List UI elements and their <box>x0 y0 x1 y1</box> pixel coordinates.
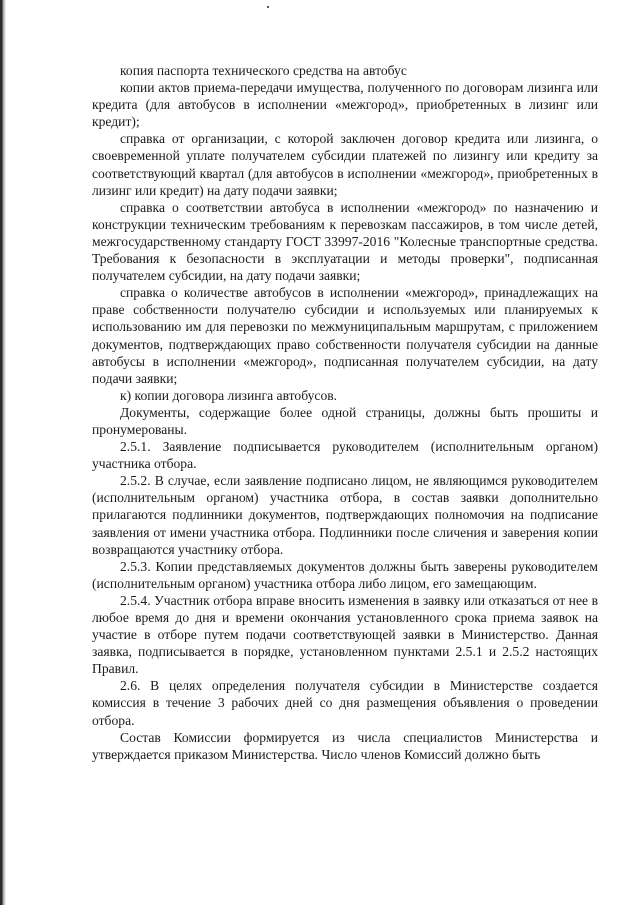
paragraph: справка от организации, с которой заключен договор кредита или лизинга, о своевременной уплате получателем субсидии платежей по лизингу или кредиту за соответствующий квартал (для автобусов в исполнении «межгород», приобретенных в лизинг или кредит) на дату подачи заявки; <box>92 131 598 198</box>
paragraph: 2.5.4. Участник отбора вправе вносить изменения в заявку или отказаться от нее в любое время до дня и времени окончания установленного срока приема заявок на участие в отборе путем подачи соответствующей заявки в Министерство. Данная заявка, подписывается в порядке, установленном пунктами 2.5.1 и 2.5.2 настоящих Правил. <box>92 592 598 677</box>
paragraph: копии актов приема-передачи имущества, полученного по договорам лизинга или кредита (для автобусов в исполнении «межгород», приобретенных в лизинг или кредит); <box>92 80 598 130</box>
paragraph: 2.5.3. Копии представляемых документов должны быть заверены руководителем (исполнительным органом) участника отбора либо лицом, его замещающим. <box>92 558 598 591</box>
paragraph: Документы, содержащие более одной страницы, должны быть прошиты и пронумерованы. <box>92 404 598 437</box>
document-body <box>92 62 598 763</box>
paragraph: Состав Комиссии формируется из числа специалистов Министерства и утверждается приказом Министерства. Число членов Комиссий должно быть <box>92 729 598 762</box>
paragraph: 2.6. В целях определения получателя субсидии в Министерстве создается комиссия в течение 3 рабочих дней со дня размещения объявления о проведении отбора. <box>92 678 598 728</box>
scan-speck <box>267 6 269 8</box>
paragraph: копия паспорта технического средства на автобус <box>120 63 407 78</box>
scan-left-edge <box>0 0 6 905</box>
paragraph: 2.5.1. Заявление подписывается руководителем (исполнительным органом) участника отбора. <box>92 439 598 472</box>
paragraph: 2.5.2. В случае, если заявление подписано лицом, не являющимся руководителем (исполнительным органом) участника отбора, в состав заявки дополнительно прилагаются подлинники документов, подтверждающих полномочия на подписание заявления от имени участника отбора. Подлинники после сличения и заверения копии возвращаются участнику отбора. <box>92 473 598 557</box>
paragraph: справка о количестве автобусов в исполнении «межгород», принадлежащих на праве собственности получателю субсидии и используемых или планируемых к использованию им для перевозки по межмуниципальным маршрутам, с приложением документов, подтверждающих право собственности получателя субсидии на данные автобусы в исполнении «межгород», подписанная получателем субсидии, на дату подачи заявки; <box>92 285 598 386</box>
paragraph: справка о соответствии автобуса в исполнении «межгород» по назначению и конструкции техническим требованиям к перевозкам пассажиров, в том числе детей, межгосударственному стандарту ГОСТ 33997-2016 "Колесные транспортные средства. Требования к безопасности в эксплуатации и методы проверки", подписанная получателем субсидии, на дату подачи заявки; <box>92 199 598 284</box>
paragraph: к) копии договора лизинга автобусов. <box>120 387 338 403</box>
